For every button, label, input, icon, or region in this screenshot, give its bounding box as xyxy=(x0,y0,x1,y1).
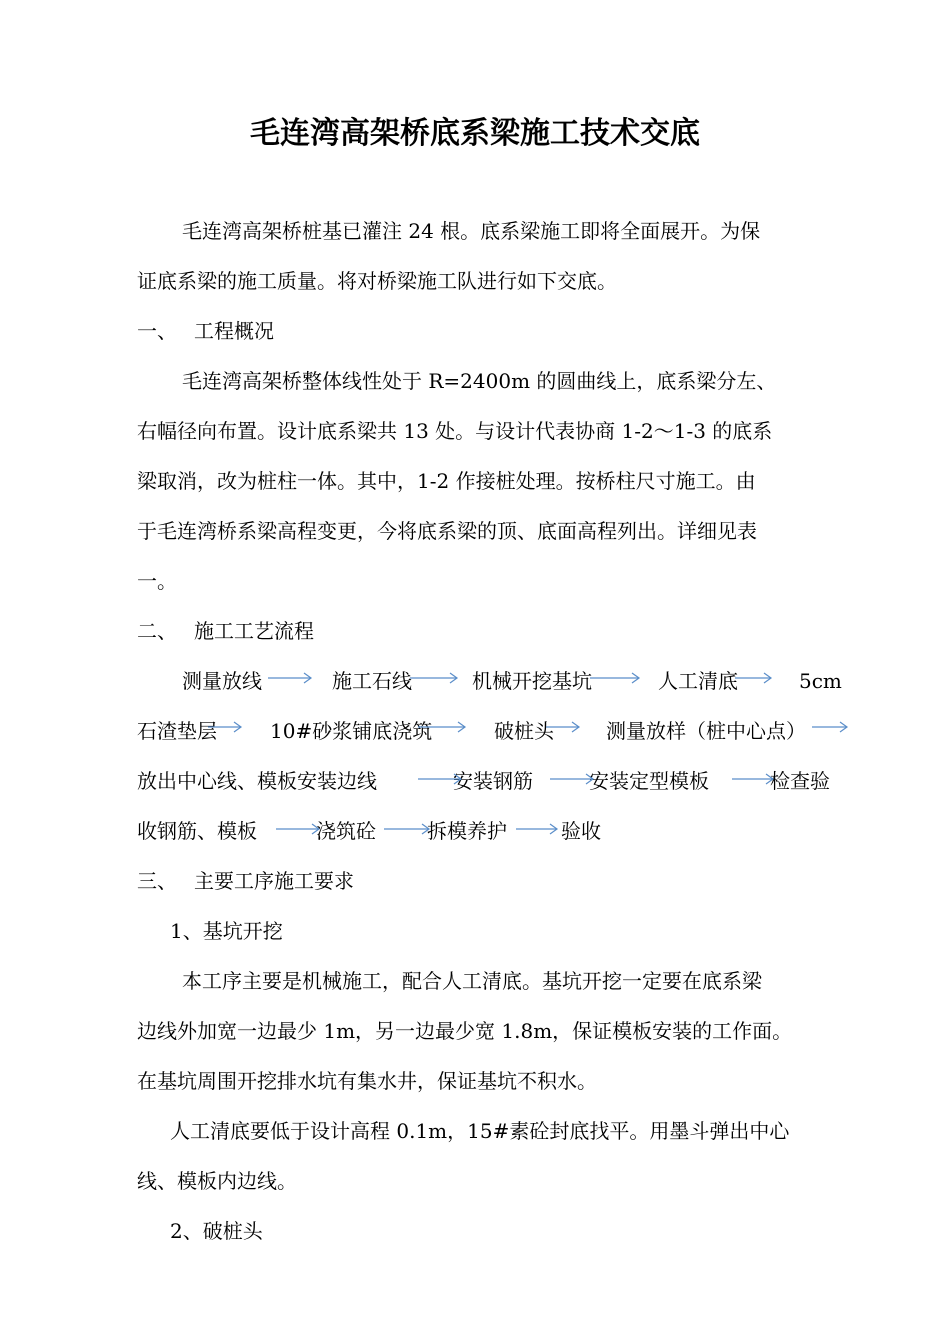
overview-line: 毛连湾高架桥整体线性处于 R=2400m 的圆曲线上，底系梁分左、 xyxy=(182,369,777,393)
flow-step: 5cm xyxy=(799,669,842,693)
flow-step: 破桩头 xyxy=(494,719,554,743)
overview-line: 一。 xyxy=(137,569,177,593)
flow-arrow-icon xyxy=(590,672,640,684)
flow-step: 放出中心线、模板安装边线 xyxy=(137,769,377,793)
flow-arrow-icon xyxy=(268,672,312,684)
flow-arrow-icon xyxy=(384,823,430,835)
overview-line: 于毛连湾桥系梁高程变更，今将底系梁的顶、底面高程列出。详细见表 xyxy=(137,519,757,543)
overview-line: 右幅径向布置。设计底系梁共 13 处。与设计代表协商 1-2～1-3 的底系 xyxy=(137,419,773,443)
flow-step: 石渣垫层 xyxy=(137,719,217,743)
cleaning-line: 人工清底要低于设计高程 0.1m，15#素砼封底找平。用墨斗弹出中心 xyxy=(170,1119,790,1143)
flow-step: 10#砂浆铺底浇筑 xyxy=(270,719,433,743)
flow-step: 施工石线 xyxy=(332,669,412,693)
flow-step: 安装定型模板 xyxy=(589,769,709,793)
flow-arrow-icon xyxy=(410,672,458,684)
section-heading: 主要工序施工要求 xyxy=(194,869,354,893)
excavation-line: 本工序主要是机械施工，配合人工清底。基坑开挖一定要在底系梁 xyxy=(182,969,762,993)
intro-line: 毛连湾高架桥桩基已灌注 24 根。底系梁施工即将全面展开。为保 xyxy=(182,219,761,243)
flow-arrow-icon xyxy=(546,721,580,733)
intro-line: 证底系梁的施工质量。将对桥梁施工队进行如下交底。 xyxy=(137,269,617,293)
section-number: 三、 xyxy=(137,869,177,893)
document-title: 毛连湾高架桥底系梁施工技术交底 xyxy=(250,116,700,151)
flow-arrow-icon xyxy=(418,721,466,733)
flow-arrow-icon xyxy=(812,721,848,733)
flow-step: 测量放样（桩中心点） xyxy=(606,719,806,743)
flow-step: 测量放线 xyxy=(182,669,262,693)
flow-arrow-icon xyxy=(735,672,772,684)
flow-arrow-icon xyxy=(276,823,320,835)
overview-line: 梁取消，改为桩柱一体。其中，1-2 作接桩处理。按桥柱尺寸施工。由 xyxy=(137,469,756,493)
section-heading: 施工工艺流程 xyxy=(194,619,314,643)
section-number: 一、 xyxy=(137,319,177,343)
flow-step: 检查验 xyxy=(770,769,830,793)
flow-step: 浇筑砼 xyxy=(316,819,376,843)
flow-arrow-icon xyxy=(516,823,558,835)
flow-arrow-icon xyxy=(550,773,594,785)
flow-step: 拆模养护 xyxy=(427,819,507,843)
subsection-heading: 2、破桩头 xyxy=(170,1219,263,1243)
section-number: 二、 xyxy=(137,619,177,643)
subsection-heading: 1、基坑开挖 xyxy=(170,919,283,943)
flow-step: 安装钢筋 xyxy=(453,769,533,793)
flow-step: 收钢筋、模板 xyxy=(137,819,257,843)
excavation-line: 边线外加宽一边最少 1m，另一边最少宽 1.8m，保证模板安装的工作面。 xyxy=(137,1019,793,1043)
flow-arrow-icon xyxy=(732,773,774,785)
excavation-line: 在基坑周围开挖排水坑有集水井，保证基坑不积水。 xyxy=(137,1069,597,1093)
flow-step: 人工清底 xyxy=(658,669,738,693)
flow-step: 机械开挖基坑 xyxy=(472,669,592,693)
flow-arrow-icon xyxy=(418,773,462,785)
flow-step: 验收 xyxy=(561,819,601,843)
flow-arrow-icon xyxy=(208,721,242,733)
section-heading: 工程概况 xyxy=(194,319,274,343)
cleaning-line: 线、模板内边线。 xyxy=(137,1169,297,1193)
